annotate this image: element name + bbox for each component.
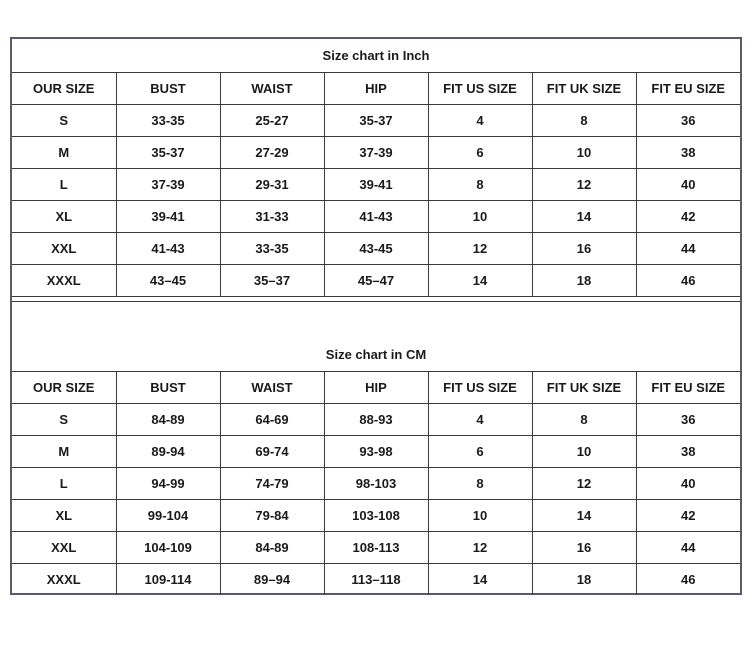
table-cell: 29-31 bbox=[220, 169, 324, 201]
table-cell: 10 bbox=[428, 500, 532, 532]
size-table-inch bbox=[12, 39, 740, 297]
table-cell: 44 bbox=[636, 233, 740, 265]
table-cell: 84-89 bbox=[116, 404, 220, 436]
table-row bbox=[12, 105, 740, 137]
table-row bbox=[12, 532, 740, 564]
table-cell: 74-79 bbox=[220, 468, 324, 500]
table-cell: 98-103 bbox=[324, 468, 428, 500]
table-row bbox=[12, 468, 740, 500]
table-cell: 103-108 bbox=[324, 500, 428, 532]
table-row bbox=[12, 564, 740, 596]
column-header: FIT UK SIZE bbox=[532, 372, 636, 404]
header-row bbox=[12, 73, 740, 105]
size-label-cell: M bbox=[12, 436, 116, 468]
table-cell: 94-99 bbox=[116, 468, 220, 500]
table-cell: 36 bbox=[636, 105, 740, 137]
table-cell: 16 bbox=[532, 233, 636, 265]
table-cell: 38 bbox=[636, 436, 740, 468]
column-header: OUR SIZE bbox=[12, 372, 116, 404]
size-table-caption: Size chart in Inch bbox=[12, 39, 740, 73]
table-cell: 41-43 bbox=[324, 201, 428, 233]
table-cell: 64-69 bbox=[220, 404, 324, 436]
table-cell: 46 bbox=[636, 564, 740, 596]
table-cell: 39-41 bbox=[116, 201, 220, 233]
table-cell: 16 bbox=[532, 532, 636, 564]
table-cell: 27-29 bbox=[220, 137, 324, 169]
table-cell: 42 bbox=[636, 500, 740, 532]
table-cell: 33-35 bbox=[116, 105, 220, 137]
table-cell: 31-33 bbox=[220, 201, 324, 233]
table-cell: 8 bbox=[428, 468, 532, 500]
size-label-cell: XL bbox=[12, 201, 116, 233]
table-cell: 89–94 bbox=[220, 564, 324, 596]
table-cell: 79-84 bbox=[220, 500, 324, 532]
table-cell: 35-37 bbox=[324, 105, 428, 137]
size-label-cell: L bbox=[12, 468, 116, 500]
table-cell: 14 bbox=[428, 564, 532, 596]
size-chart bbox=[10, 37, 742, 595]
table-cell: 35–37 bbox=[220, 265, 324, 297]
table-cell: 84-89 bbox=[220, 532, 324, 564]
table-cell: 14 bbox=[532, 201, 636, 233]
column-header: OUR SIZE bbox=[12, 73, 116, 105]
table-cell: 12 bbox=[428, 532, 532, 564]
table-cell: 10 bbox=[532, 436, 636, 468]
table-cell: 8 bbox=[532, 404, 636, 436]
column-header: HIP bbox=[324, 73, 428, 105]
size-label-cell: XXXL bbox=[12, 564, 116, 596]
table-cell: 45–47 bbox=[324, 265, 428, 297]
table-cell: 12 bbox=[532, 468, 636, 500]
table-cell: 42 bbox=[636, 201, 740, 233]
table-cell: 37-39 bbox=[116, 169, 220, 201]
table-cell: 12 bbox=[428, 233, 532, 265]
table-cell: 69-74 bbox=[220, 436, 324, 468]
table-cell: 6 bbox=[428, 137, 532, 169]
table-row bbox=[12, 201, 740, 233]
table-cell: 89-94 bbox=[116, 436, 220, 468]
size-label-cell: S bbox=[12, 404, 116, 436]
table-cell: 25-27 bbox=[220, 105, 324, 137]
header-row bbox=[12, 372, 740, 404]
table-separator bbox=[12, 301, 740, 338]
table-cell: 10 bbox=[428, 201, 532, 233]
table-cell: 18 bbox=[532, 265, 636, 297]
table-cell: 39-41 bbox=[324, 169, 428, 201]
table-cell: 40 bbox=[636, 169, 740, 201]
column-header: BUST bbox=[116, 372, 220, 404]
size-table-caption: Size chart in CM bbox=[12, 338, 740, 372]
table-cell: 18 bbox=[532, 564, 636, 596]
column-header: WAIST bbox=[220, 372, 324, 404]
table-row bbox=[12, 436, 740, 468]
table-cell: 33-35 bbox=[220, 233, 324, 265]
table-cell: 14 bbox=[532, 500, 636, 532]
size-label-cell: M bbox=[12, 137, 116, 169]
table-cell: 37-39 bbox=[324, 137, 428, 169]
table-cell: 99-104 bbox=[116, 500, 220, 532]
table-cell: 12 bbox=[532, 169, 636, 201]
size-label-cell: XXXL bbox=[12, 265, 116, 297]
size-label-cell: XXL bbox=[12, 532, 116, 564]
size-label-cell: XXL bbox=[12, 233, 116, 265]
table-cell: 93-98 bbox=[324, 436, 428, 468]
column-header: FIT UK SIZE bbox=[532, 73, 636, 105]
table-cell: 35-37 bbox=[116, 137, 220, 169]
table-cell: 38 bbox=[636, 137, 740, 169]
table-row bbox=[12, 137, 740, 169]
size-label-cell: XL bbox=[12, 500, 116, 532]
column-header: FIT EU SIZE bbox=[636, 73, 740, 105]
table-row bbox=[12, 404, 740, 436]
table-cell: 14 bbox=[428, 265, 532, 297]
table-cell: 109-114 bbox=[116, 564, 220, 596]
table-cell: 43-45 bbox=[324, 233, 428, 265]
column-header: HIP bbox=[324, 372, 428, 404]
table-cell: 40 bbox=[636, 468, 740, 500]
table-cell: 4 bbox=[428, 404, 532, 436]
table-row bbox=[12, 169, 740, 201]
size-table-cm bbox=[12, 338, 740, 595]
size-label-cell: S bbox=[12, 105, 116, 137]
table-cell: 108-113 bbox=[324, 532, 428, 564]
table-cell: 46 bbox=[636, 265, 740, 297]
column-header: WAIST bbox=[220, 73, 324, 105]
table-cell: 44 bbox=[636, 532, 740, 564]
column-header: FIT EU SIZE bbox=[636, 372, 740, 404]
table-cell: 8 bbox=[428, 169, 532, 201]
table-cell: 43–45 bbox=[116, 265, 220, 297]
column-header: BUST bbox=[116, 73, 220, 105]
table-cell: 41-43 bbox=[116, 233, 220, 265]
table-cell: 8 bbox=[532, 105, 636, 137]
column-header: FIT US SIZE bbox=[428, 73, 532, 105]
table-cell: 6 bbox=[428, 436, 532, 468]
table-row bbox=[12, 265, 740, 297]
size-label-cell: L bbox=[12, 169, 116, 201]
table-cell: 36 bbox=[636, 404, 740, 436]
table-row bbox=[12, 233, 740, 265]
table-cell: 104-109 bbox=[116, 532, 220, 564]
table-cell: 88-93 bbox=[324, 404, 428, 436]
table-cell: 113–118 bbox=[324, 564, 428, 596]
table-cell: 10 bbox=[532, 137, 636, 169]
table-row bbox=[12, 500, 740, 532]
table-cell: 4 bbox=[428, 105, 532, 137]
column-header: FIT US SIZE bbox=[428, 372, 532, 404]
